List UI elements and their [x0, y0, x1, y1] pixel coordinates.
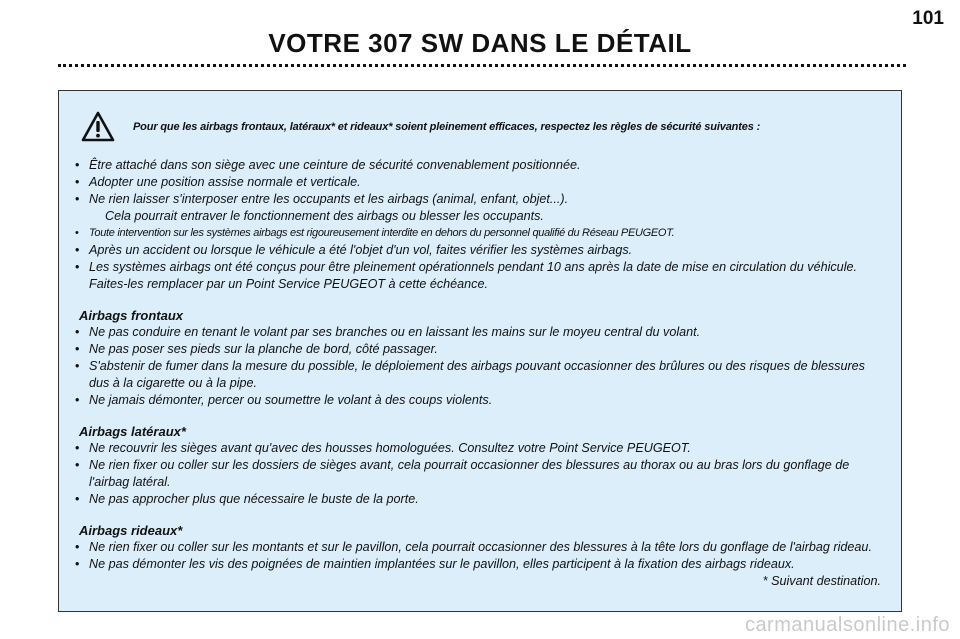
- list-item: • Toute intervention sur les systèmes airbags est rigoureusement interdite en dehors du personnel qualifié du Réseau PEUGEOT.: [73, 225, 883, 242]
- list-item: • Être attaché dans son siège avec une ceinture de sécurité convenablement positionnée.: [73, 157, 883, 174]
- list-item-text: Ne rien laisser s'interposer entre les occupants et les airbags (animal, enfant, objet...).: [89, 192, 569, 206]
- lateral-rules-list: [73, 440, 883, 508]
- frontal-rules-list: [73, 324, 883, 409]
- list-item: • Adopter une position assise normale et verticale.: [73, 174, 883, 191]
- list-item: • Ne rien fixer ou coller sur les dossiers de sièges avant, cela pourrait occasionner des blessures au thorax ou au bras lors du gonflage de l'airbag latéral.: [73, 457, 883, 491]
- curtain-rules-list: [73, 539, 883, 573]
- warning-text: Pour que les airbags frontaux, latéraux* et rideaux* soient pleinement efficaces, respectez les règles de sécurité suivantes :: [133, 120, 761, 133]
- page-number: 101: [912, 8, 944, 29]
- section-heading-curtain: Airbags rideaux*: [79, 523, 183, 538]
- list-item: • Ne recouvrir les sièges avant qu'avec des housses homologuées. Consultez votre Point Service PEUGEOT.: [73, 440, 883, 457]
- list-item: • Ne pas poser ses pieds sur la planche de bord, côté passager.: [73, 341, 883, 358]
- list-item-note: Cela pourrait entraver le fonctionnement des airbags ou blesser les occupants.: [105, 209, 544, 223]
- watermark: carmanualsonline.info: [744, 614, 950, 636]
- list-item: • Les systèmes airbags ont été conçus pour être pleinement opérationnels pendant 10 ans après la date de mise en circulation du véhicule. Faites-les remplacer par un Point Service PEUGEOT à cette échéance.: [73, 259, 883, 293]
- footnote: * Suivant destination.: [762, 574, 881, 588]
- general-rules-list: [73, 157, 883, 293]
- list-item: • Ne pas conduire en tenant le volant par ses branches ou en laissant les mains sur le moyeu central du volant.: [73, 324, 883, 341]
- list-item: • S'abstenir de fumer dans la mesure du possible, le déploiement des airbags pouvant occasionner des brûlures ou des risques de blessures dus à la cigarette ou à la pipe.: [73, 358, 883, 392]
- list-item: • Ne jamais démonter, percer ou soumettre le volant à des coups violents.: [73, 392, 883, 409]
- list-item: • Après un accident ou lorsque le véhicule a été l'objet d'un vol, faites vérifier les systèmes airbags.: [73, 242, 883, 259]
- list-item: • Ne pas approcher plus que nécessaire le buste de la porte.: [73, 491, 883, 508]
- page-title: VOTRE 307 SW DANS LE DÉTAIL: [268, 28, 692, 58]
- section-heading-lateral: Airbags latéraux*: [79, 424, 186, 439]
- warning-header: [73, 107, 883, 147]
- list-item: • Ne rien fixer ou coller sur les montants et sur le pavillon, cela pourrait occasionner des blessures à la tête lors du gonflage de l'airbag rideau.: [73, 539, 883, 556]
- dotted-divider: [58, 64, 906, 67]
- warning-triangle-icon: [81, 111, 115, 143]
- list-item: [73, 191, 883, 225]
- list-item: • Ne pas démonter les vis des poignées de maintien implantées sur le pavillon, elles participent à la fixation des airbags rideaux.: [73, 556, 883, 573]
- airbag-safety-box: [58, 90, 902, 612]
- section-heading-frontal: Airbags frontaux: [79, 308, 184, 323]
